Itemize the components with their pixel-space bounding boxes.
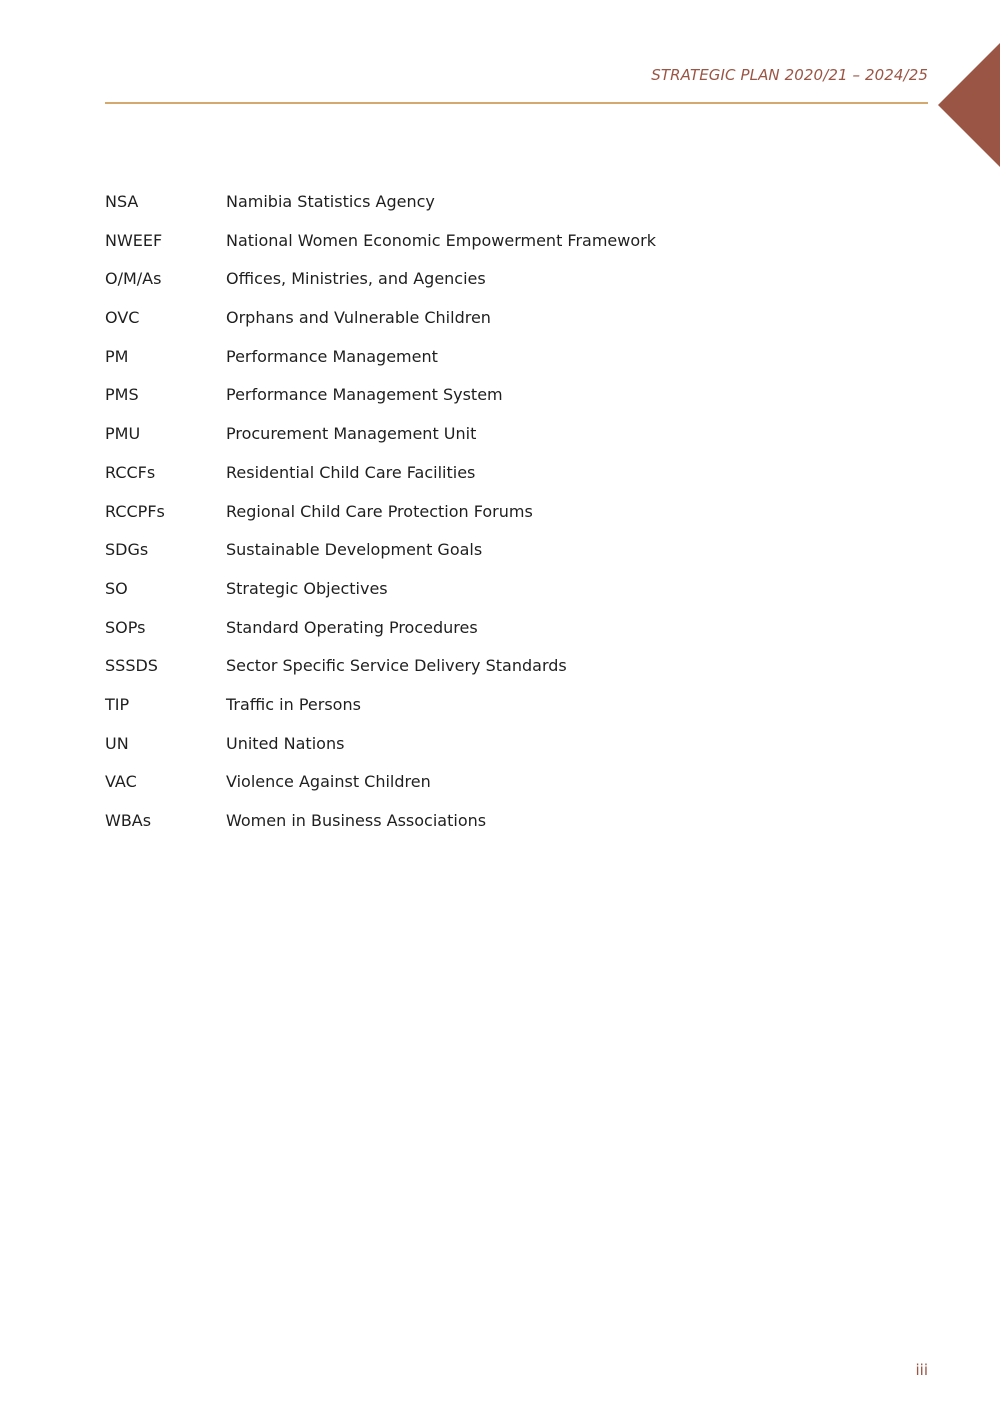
abbreviation-code: SO bbox=[105, 578, 128, 598]
abbreviation-row bbox=[105, 267, 925, 306]
abbreviation-code: NSA bbox=[105, 192, 139, 211]
abbreviation-code: RCCFs bbox=[105, 462, 156, 482]
abbreviation-code: RCCPFs bbox=[105, 501, 165, 521]
abbreviation-definition: Violence Against Children bbox=[226, 772, 431, 792]
abbreviation-row bbox=[105, 229, 925, 268]
abbreviation-row bbox=[105, 577, 925, 616]
abbreviation-definition: Orphans and Vulnerable Children bbox=[226, 308, 491, 328]
abbreviation-definition: Namibia Statistics Agency bbox=[226, 192, 435, 211]
abbreviation-definition: Traffic in Persons bbox=[226, 694, 361, 714]
abbreviation-code: NWEEF bbox=[105, 230, 163, 250]
abbreviation-definition: Offices, Ministries, and Agencies bbox=[226, 269, 486, 289]
corner-triangle-decoration bbox=[938, 43, 1000, 167]
abbreviation-row bbox=[105, 693, 925, 732]
abbreviation-row bbox=[105, 500, 925, 539]
abbreviation-definition: Performance Management bbox=[226, 346, 438, 366]
abbreviation-definition: Strategic Objectives bbox=[226, 578, 388, 598]
abbreviation-definition: Procurement Management Unit bbox=[226, 424, 477, 444]
abbreviation-definition: Regional Child Care Protection Forums bbox=[226, 501, 533, 521]
abbreviation-row bbox=[105, 383, 925, 422]
abbreviation-definition: Residential Child Care Facilities bbox=[226, 462, 476, 482]
abbreviation-list bbox=[105, 190, 925, 848]
abbreviation-definition: National Women Economic Empowerment Framework bbox=[226, 230, 656, 250]
header-divider bbox=[105, 102, 928, 104]
abbreviation-definition: Sector Specific Service Delivery Standards bbox=[226, 656, 567, 676]
abbreviation-row bbox=[105, 770, 925, 809]
document-title: STRATEGIC PLAN 2020/21 – 2024/25 bbox=[651, 66, 928, 84]
abbreviation-code: PMS bbox=[105, 385, 139, 405]
abbreviation-definition: Women in Business Associations bbox=[226, 811, 487, 830]
abbreviation-code: SSSDS bbox=[105, 656, 158, 676]
abbreviation-code: VAC bbox=[105, 772, 137, 792]
abbreviation-definition: Sustainable Development Goals bbox=[226, 540, 483, 560]
abbreviation-row bbox=[105, 461, 925, 500]
abbreviation-row bbox=[105, 809, 925, 848]
abbreviation-row bbox=[105, 190, 925, 229]
abbreviation-definition: Performance Management System bbox=[226, 385, 503, 405]
abbreviation-row bbox=[105, 654, 925, 693]
abbreviation-code: SDGs bbox=[105, 540, 149, 560]
abbreviation-row bbox=[105, 732, 925, 771]
abbreviation-row bbox=[105, 306, 925, 345]
abbreviation-code: WBAs bbox=[105, 811, 152, 830]
abbreviation-definition: Standard Operating Procedures bbox=[226, 617, 478, 637]
page-number: iii bbox=[915, 1361, 928, 1379]
abbreviation-definition: United Nations bbox=[226, 733, 345, 753]
abbreviation-row bbox=[105, 422, 925, 461]
abbreviation-code: PM bbox=[105, 346, 129, 366]
abbreviation-code: UN bbox=[105, 733, 129, 753]
abbreviation-row bbox=[105, 538, 925, 577]
abbreviation-code: SOPs bbox=[105, 617, 146, 637]
abbreviation-row bbox=[105, 345, 925, 384]
abbreviation-code: OVC bbox=[105, 308, 140, 328]
abbreviation-code: PMU bbox=[105, 424, 141, 444]
abbreviation-code: TIP bbox=[105, 694, 130, 714]
abbreviation-code: O/M/As bbox=[105, 269, 162, 289]
abbreviation-row bbox=[105, 616, 925, 655]
